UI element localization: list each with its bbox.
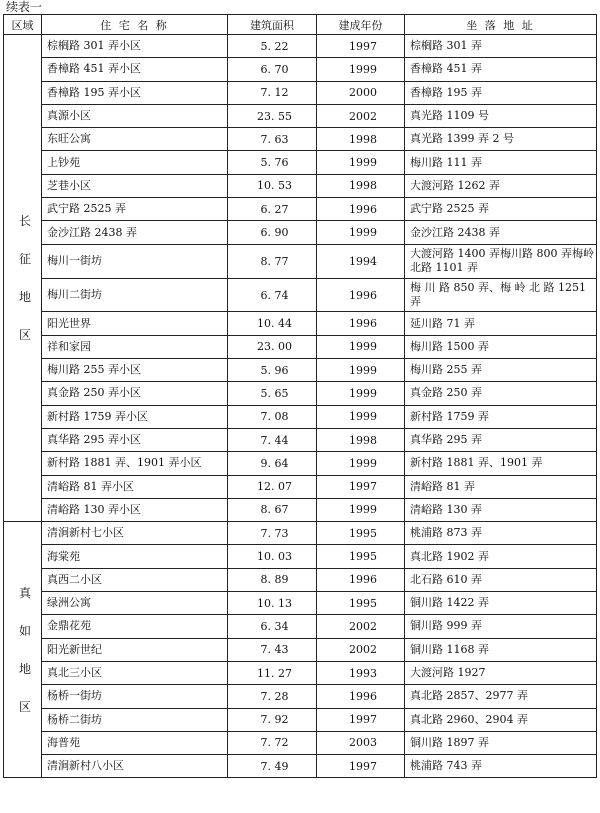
name-cell: 真华路 295 弄小区 [42,428,228,451]
year-cell: 1999 [317,382,405,405]
region-char: 真 [18,585,31,600]
address-cell: 梅川路 111 弄 [405,151,597,174]
name-cell: 金鼎花苑 [42,615,228,638]
area-cell: 8. 77 [228,244,317,278]
table-row [4,35,597,58]
housing-table [3,14,597,778]
table-row [4,615,597,638]
table-row [4,755,597,778]
year-cell: 1999 [317,221,405,244]
table-body [4,35,597,778]
address-cell: 清峪路 81 弄 [405,475,597,498]
table-row [4,244,597,278]
year-cell: 1994 [317,244,405,278]
table-row [4,58,597,81]
address-cell: 金沙江路 2438 弄 [405,221,597,244]
year-cell: 1996 [317,568,405,591]
address-cell: 真华路 295 弄 [405,428,597,451]
area-cell: 5. 76 [228,151,317,174]
area-cell: 23. 55 [228,104,317,127]
table-row [4,335,597,358]
area-cell: 6. 74 [228,278,317,312]
name-cell: 清涧新村八小区 [42,755,228,778]
year-cell: 1998 [317,428,405,451]
name-cell: 芝巷小区 [42,174,228,197]
name-cell: 真西二小区 [42,568,228,591]
address-cell: 延川路 71 弄 [405,312,597,335]
address-cell: 桃浦路 873 弄 [405,522,597,545]
address-cell: 铜川路 999 弄 [405,615,597,638]
area-cell: 7. 43 [228,638,317,661]
name-cell: 香樟路 195 弄小区 [42,81,228,104]
year-cell: 1997 [317,35,405,58]
area-cell: 8. 67 [228,498,317,521]
table-row [4,568,597,591]
address-cell: 武宁路 2525 弄 [405,198,597,221]
address-cell: 梅川路 1500 弄 [405,335,597,358]
table-row [4,104,597,127]
name-cell: 祥和家园 [42,335,228,358]
table-row [4,498,597,521]
header-area: 建筑面积 [228,15,317,35]
table-row [4,151,597,174]
address-cell: 真北路 2857、2977 弄 [405,685,597,708]
table-row [4,452,597,475]
table-row [4,312,597,335]
region-char: 长 [18,214,31,229]
address-cell: 新村路 1881 弄、1901 弄 [405,452,597,475]
year-cell: 1998 [317,174,405,197]
year-cell: 1996 [317,198,405,221]
address-cell: 大渡河路 1262 弄 [405,174,597,197]
address-cell: 铜川路 1168 弄 [405,638,597,661]
area-cell: 7. 73 [228,522,317,545]
year-cell: 1995 [317,545,405,568]
year-cell: 2002 [317,615,405,638]
year-cell: 1999 [317,498,405,521]
name-cell: 东旺公寓 [42,128,228,151]
area-cell: 7. 08 [228,405,317,428]
year-cell: 2000 [317,81,405,104]
name-cell: 梅川路 255 弄小区 [42,359,228,382]
address-cell: 北石路 610 弄 [405,568,597,591]
name-cell: 梅川一街坊 [42,244,228,278]
table-row [4,174,597,197]
area-cell: 11. 27 [228,661,317,684]
year-cell: 1995 [317,522,405,545]
header-name: 住 宅 名 称 [42,15,228,35]
area-cell: 7. 12 [228,81,317,104]
region-cell [4,522,42,778]
year-cell: 1996 [317,312,405,335]
year-cell: 1996 [317,278,405,312]
year-cell: 1999 [317,151,405,174]
address-cell: 真光路 1109 号 [405,104,597,127]
year-cell: 1999 [317,58,405,81]
table-row [4,661,597,684]
address-cell: 桃浦路 743 弄 [405,755,597,778]
address-cell: 香樟路 195 弄 [405,81,597,104]
address-cell: 真金路 250 弄 [405,382,597,405]
area-cell: 10. 13 [228,592,317,615]
area-cell: 8. 89 [228,568,317,591]
year-cell: 2003 [317,731,405,754]
table-row [4,359,597,382]
area-cell: 9. 64 [228,452,317,475]
name-cell: 清峪路 81 弄小区 [42,475,228,498]
area-cell: 5. 65 [228,382,317,405]
region-cell [4,35,42,522]
address-cell: 大渡河路 1400 弄梅川路 800 弄梅岭北路 1101 弄 [405,244,597,278]
year-cell: 1999 [317,359,405,382]
address-cell: 铜川路 1422 弄 [405,592,597,615]
name-cell: 阳光世界 [42,312,228,335]
region-char: 如 [18,623,31,638]
header-year: 建成年份 [317,15,405,35]
header-region: 区域 [4,15,42,35]
name-cell: 新村路 1881 弄、1901 弄小区 [42,452,228,475]
table-row [4,708,597,731]
address-cell: 梅 川 路 850 弄、梅 岭 北 路 1251 弄 [405,278,597,312]
name-cell: 武宁路 2525 弄 [42,198,228,221]
name-cell: 清涧新村七小区 [42,522,228,545]
year-cell: 1999 [317,405,405,428]
area-cell: 7. 49 [228,755,317,778]
region-char: 区 [18,328,31,343]
area-cell: 10. 53 [228,174,317,197]
address-cell: 真光路 1399 弄 2 号 [405,128,597,151]
table-row [4,81,597,104]
year-cell: 1996 [317,685,405,708]
year-cell: 1999 [317,452,405,475]
area-cell: 6. 27 [228,198,317,221]
year-cell: 2002 [317,104,405,127]
area-cell: 10. 44 [228,312,317,335]
table-row [4,278,597,312]
table-caption: 续表一 [6,0,43,14]
area-cell: 7. 28 [228,685,317,708]
area-cell: 7. 44 [228,428,317,451]
table-row [4,128,597,151]
address-cell: 清峪路 130 弄 [405,498,597,521]
name-cell: 梅川二街坊 [42,278,228,312]
region-char: 地 [18,290,31,305]
name-cell: 棕榈路 301 弄小区 [42,35,228,58]
area-cell: 7. 63 [228,128,317,151]
table-row [4,731,597,754]
name-cell: 香樟路 451 弄小区 [42,58,228,81]
name-cell: 海棠苑 [42,545,228,568]
name-cell: 上钞苑 [42,151,228,174]
header-address: 坐 落 地 址 [405,15,597,35]
area-cell: 7. 72 [228,731,317,754]
table-row [4,685,597,708]
year-cell: 2002 [317,638,405,661]
address-cell: 真北路 2960、2904 弄 [405,708,597,731]
year-cell: 1993 [317,661,405,684]
name-cell: 真金路 250 弄小区 [42,382,228,405]
area-cell: 6. 70 [228,58,317,81]
table-row [4,382,597,405]
header-row [4,15,597,35]
region-char: 地 [18,661,31,676]
name-cell: 杨桥一街坊 [42,685,228,708]
year-cell: 1997 [317,755,405,778]
year-cell: 1999 [317,335,405,358]
table-row [4,475,597,498]
table-row [4,592,597,615]
area-cell: 6. 90 [228,221,317,244]
year-cell: 1995 [317,592,405,615]
region-char: 区 [18,699,31,714]
area-cell: 5. 22 [228,35,317,58]
name-cell: 海普苑 [42,731,228,754]
table-row [4,198,597,221]
name-cell: 新村路 1759 弄小区 [42,405,228,428]
table-row [4,638,597,661]
address-cell: 棕榈路 301 弄 [405,35,597,58]
name-cell: 绿洲公寓 [42,592,228,615]
address-cell: 梅川路 255 弄 [405,359,597,382]
name-cell: 杨桥二街坊 [42,708,228,731]
region-char: 征 [18,252,31,267]
address-cell: 香樟路 451 弄 [405,58,597,81]
table-row [4,545,597,568]
name-cell: 阳光新世纪 [42,638,228,661]
address-cell: 真北路 1902 弄 [405,545,597,568]
area-cell: 12. 07 [228,475,317,498]
area-cell: 6. 34 [228,615,317,638]
area-cell: 7. 92 [228,708,317,731]
name-cell: 真北三小区 [42,661,228,684]
year-cell: 1998 [317,128,405,151]
address-cell: 大渡河路 1927 [405,661,597,684]
table-row [4,221,597,244]
table-row [4,405,597,428]
name-cell: 真源小区 [42,104,228,127]
area-cell: 10. 03 [228,545,317,568]
area-cell: 5. 96 [228,359,317,382]
table-row [4,428,597,451]
address-cell: 新村路 1759 弄 [405,405,597,428]
area-cell: 23. 00 [228,335,317,358]
table-row [4,522,597,545]
name-cell: 金沙江路 2438 弄 [42,221,228,244]
name-cell: 清峪路 130 弄小区 [42,498,228,521]
year-cell: 1997 [317,708,405,731]
address-cell: 铜川路 1897 弄 [405,731,597,754]
year-cell: 1997 [317,475,405,498]
